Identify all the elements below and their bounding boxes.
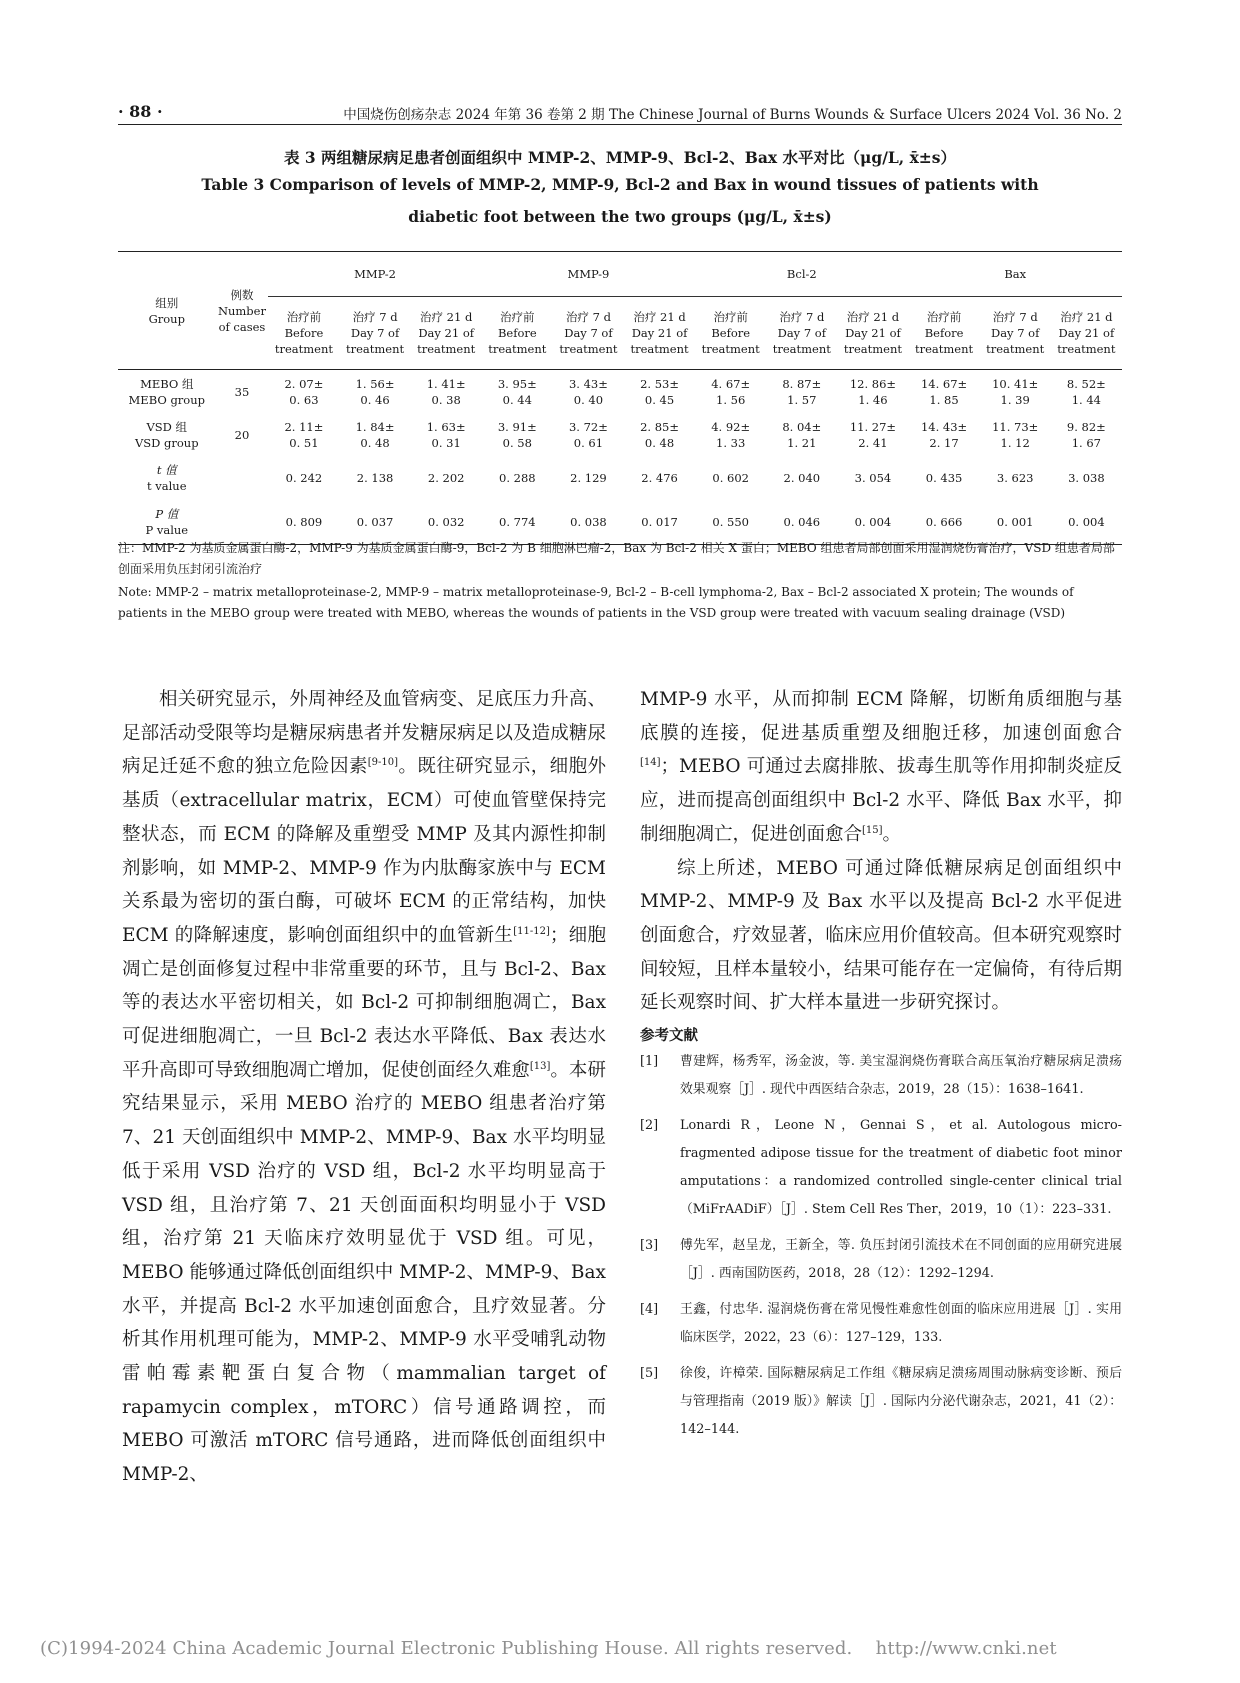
value-cell: 4. 92± 1. 33	[711, 419, 751, 450]
conclusion-paragraph: 综上所述，MEBO 可通过降低糖尿病足创面组织中 MMP-2、MMP-9 及 Bax 水平以及提高 Bcl-2 水平促进创面愈合，疗效显著，临床应用价值较高。但本研究观察时间较短，且样本量较小，结果可能存在一定偏倚，有待后期延长观察时间、扩大样本量进一步研究探讨。	[640, 857, 1122, 1014]
table-row	[118, 370, 1122, 414]
body-right-column	[640, 683, 1122, 1452]
stat-value-cell: 0. 017	[641, 515, 678, 529]
value-cell: 12. 86± 1. 46	[849, 376, 897, 407]
copyright-footer	[40, 1638, 1057, 1659]
running-header	[118, 102, 1122, 122]
table-note-cn: 注：MMP-2 为基质金属蛋白酶-2，MMP-9 为基质金属蛋白酶-9，Bcl-2 为 B 细胞淋巴瘤-2，Bax 为 Bcl-2 相关 X 蛋白；MEBO 组患者局部创面采用湿润烧伤膏治疗，VSD 组患者局部创面采用负压封闭引流治疗	[118, 541, 1115, 576]
stat-value-cell: 0. 435	[925, 471, 963, 485]
time-header-before: 治疗前 Before treatment	[701, 310, 760, 356]
stat-value-cell: 3. 623	[996, 471, 1034, 485]
value-cell: 2. 85± 0. 48	[640, 419, 680, 450]
cases-header: 例数 Number of cases	[216, 252, 269, 370]
stat-value-cell: 0. 001	[996, 515, 1034, 529]
time-header-before: 治疗前 Before treatment	[274, 310, 333, 356]
value-cell: 11. 73± 1. 12	[992, 419, 1039, 450]
stat-value-cell: 3. 054	[854, 471, 892, 485]
marker-header-mmp2: MMP-2	[268, 252, 481, 297]
value-cell: 2. 53± 0. 45	[640, 376, 680, 407]
reference-text: 傅先军，赵呈龙，王新全，等. 负压封闭引流技术在不同创面的应用研究进展［J］. 西南国防医药，2018，28（12）：1292–1294.	[680, 1238, 1122, 1282]
stat-value-cell: 0. 004	[854, 515, 892, 529]
reference-number: [2]	[640, 1118, 659, 1134]
stat-value-cell: 2. 129	[570, 471, 607, 485]
value-cell: 4. 67± 1. 56	[711, 376, 751, 407]
reference-text: 王鑫，付忠华. 湿润烧伤膏在常见慢性难愈性创面的临床应用进展［J］. 实用临床医学，2022，23（6）：127–129，133.	[680, 1302, 1122, 1346]
reference-item	[640, 1296, 1122, 1352]
cases-cell: 35	[234, 384, 250, 399]
time-header-d7: 治疗 7 d Day 7 of treatment	[559, 310, 618, 356]
value-cell: 2. 07± 0. 63	[284, 376, 324, 407]
reference-text: Lonardi R，Leone N，Gennai S，et al. Autologous micro-fragmented adipose tissue for the treatment of diabetic foot minor amputations：a randomized controlled single-center clinical trial（MiFrAADiF）［J］. Stem Cell Res Ther，2019，10（1）：223–331.	[680, 1118, 1122, 1218]
stat-value-cell: 0. 666	[925, 515, 963, 529]
stat-name-cell: t 值 t value	[147, 463, 187, 493]
reference-text: 曹建辉，杨秀军，汤金波，等. 美宝湿润烧伤膏联合高压氧治疗糖尿病足溃疡效果观察［J］. 现代中西医结合杂志，2019，28（15）：1638–1641.	[680, 1054, 1122, 1098]
time-header-d7: 治疗 7 d Day 7 of treatment	[986, 310, 1045, 356]
citation[interactable]: [14]	[640, 757, 661, 769]
citation[interactable]: [13]	[529, 1060, 551, 1072]
value-cell: 8. 04± 1. 21	[782, 419, 822, 450]
value-cell: 2. 11± 0. 51	[284, 419, 324, 450]
marker-header-mmp9: MMP-9	[482, 252, 695, 297]
time-header-d21: 治疗 21 d Day 21 of treatment	[1057, 310, 1116, 356]
value-cell: 11. 27± 2. 41	[849, 419, 897, 450]
value-cell: 10. 41± 1. 39	[992, 376, 1039, 407]
stat-value-cell: 2. 476	[641, 471, 678, 485]
body-left-column	[122, 683, 606, 1492]
table-row	[118, 413, 1122, 456]
stat-value-cell: 0. 037	[356, 515, 394, 529]
group-header: 组别 Group	[118, 252, 216, 370]
reference-item	[640, 1232, 1122, 1288]
reference-text: 徐俊，许樟荣. 国际糖尿病足工作组《糖尿病足溃疡周围动脉病变诊断、预后与管理指南（2019 版）》解读［J］. 国际内分泌代谢杂志，2021，41（2）：142–144.	[680, 1366, 1122, 1438]
group-name-cell: VSD 组 VSD group	[134, 419, 199, 450]
stat-value-cell: 0. 046	[783, 515, 821, 529]
stat-value-cell: 3. 038	[1068, 471, 1105, 485]
time-header-d21: 治疗 21 d Day 21 of treatment	[417, 310, 476, 356]
table-note-en: Note: MMP-2 – matrix metalloproteinase-2, MMP-9 – matrix metalloproteinase-9, Bcl-2 – B-cell lymphoma-2, Bax – Bcl-2 associated X protein; The wounds of patients in the MEBO group were treated with MEBO, whereas the wounds of patients in the VSD group were treated with vacuum sealing drainage (VSD)	[118, 585, 1074, 620]
value-cell: 9. 82± 1. 67	[1066, 419, 1106, 450]
value-cell: 14. 43± 2. 17	[920, 419, 968, 450]
time-header-d7: 治疗 7 d Day 7 of treatment	[345, 310, 405, 356]
marker-header-bax: Bax	[909, 252, 1123, 297]
time-header-d21: 治疗 21 d Day 21 of treatment	[630, 310, 689, 356]
empty-cell	[216, 456, 269, 500]
value-cell: 1. 41± 0. 38	[426, 376, 466, 407]
table-notes	[118, 538, 1122, 626]
cases-cell: 20	[234, 427, 250, 442]
stat-value-cell: 0. 242	[285, 471, 323, 485]
time-header-d21: 治疗 21 d Day 21 of treatment	[843, 310, 902, 356]
stat-value-cell: 0. 550	[712, 515, 749, 529]
marker-header-bcl2: Bcl-2	[695, 252, 908, 297]
value-cell: 8. 52± 1. 44	[1066, 376, 1106, 407]
citation[interactable]: [15]	[862, 824, 883, 836]
header-rule	[118, 124, 1122, 125]
table-title-en-1: Table 3 Comparison of levels of MMP-2, MMP-9, Bcl-2 and Bax in wound tissues of patients with	[201, 175, 1039, 194]
references-heading: 参考文献	[640, 1027, 698, 1045]
stat-value-cell: 0. 774	[499, 515, 536, 529]
value-cell: 1. 84± 0. 48	[355, 419, 395, 450]
cnki-link[interactable]: http://www.cnki.net	[875, 1638, 1057, 1659]
reference-number: [3]	[640, 1238, 659, 1254]
group-name-cell: MEBO 组 MEBO group	[128, 376, 205, 407]
comparison-table	[118, 251, 1122, 545]
stat-value-cell: 2. 040	[783, 471, 821, 485]
body-paragraph: MMP-9 水平，从而抑制 ECM 降解，切断角质细胞与基底膜的连接，促进基质重塑及细胞迁移，加速创面愈合[14]；MEBO 可通过去腐排脓、拔毒生肌等作用抑制炎症反应，进而提高创面组织中 Bcl-2 水平、降低 Bax 水平，抑制细胞凋亡，促进创面愈合[15]。	[640, 689, 1122, 845]
reference-number: [4]	[640, 1302, 659, 1318]
value-cell: 1. 63± 0. 31	[426, 419, 466, 450]
time-header-before: 治疗前 Before treatment	[914, 310, 974, 356]
reference-item	[640, 1112, 1122, 1224]
value-cell: 3. 72± 0. 61	[568, 419, 608, 450]
table-title-en-2: diabetic foot between the two groups (μg/L, x̄±s)	[408, 207, 832, 226]
value-cell: 1. 56± 0. 46	[355, 376, 395, 407]
citation[interactable]: [9-10]	[367, 757, 399, 769]
value-cell: 14. 67± 1. 85	[920, 376, 968, 407]
stat-value-cell: 0. 004	[1068, 515, 1105, 529]
stat-name-cell: P 值 P value	[145, 507, 189, 537]
time-header-d7: 治疗 7 d Day 7 of treatment	[772, 310, 831, 356]
value-cell: 8. 87± 1. 57	[782, 376, 822, 407]
stat-value-cell: 0. 288	[499, 471, 536, 485]
reference-number: [5]	[640, 1366, 659, 1382]
page-number: · 88 ·	[118, 102, 163, 121]
stat-value-cell: 0. 809	[285, 515, 323, 529]
table-title-cn: 表 3 两组糖尿病足患者创面组织中 MMP-2、MMP-9、Bcl-2、Bax 水平对比（μg/L, x̄±s）	[283, 148, 957, 167]
reference-item	[640, 1048, 1122, 1104]
copyright-text: (C)1994-2024 China Academic Journal Electronic Publishing House. All rights reserved.	[40, 1638, 853, 1659]
journal-title: 中国烧伤创疡杂志 2024 年第 36 卷第 2 期 The Chinese Journal of Burns Wounds & Surface Ulcers 2024 Vol. 36 No. 2	[343, 107, 1122, 123]
value-cell: 3. 43± 0. 40	[568, 376, 608, 407]
reference-number: [1]	[640, 1054, 659, 1070]
reference-list	[640, 1048, 1122, 1444]
citation[interactable]: [11-12]	[513, 925, 550, 937]
value-cell: 3. 91± 0. 58	[497, 419, 537, 450]
stat-value-cell: 2. 202	[427, 471, 465, 485]
time-header-before: 治疗前 Before treatment	[488, 310, 547, 356]
stat-value-cell: 0. 038	[570, 515, 607, 529]
stat-value-cell: 2. 138	[356, 471, 394, 485]
value-cell: 3. 95± 0. 44	[497, 376, 537, 407]
body-paragraph: 相关研究显示，外周神经及血管病变、足底压力升高、足部活动受限等均是糖尿病患者并发糖尿病足以及造成糖尿病足迁延不愈的独立危险因素[9-10]。既往研究显示，细胞外基质（extracellular matrix，ECM）可使血管壁保持完整状态，而 ECM 的降解及重塑受 MMP 及其内源性抑制剂影响，如 MMP-2、MMP-9 作为内肽酶家族中与 ECM 关系最为密切的蛋白酶，可破坏 ECM 的正常结构，加快 ECM 的降解速度，影响创面组织中的血管新生[11-12]；细胞凋亡是创面修复过程中非常重要的环节，且与 Bcl-2、Bax 等的表达水平密切相关，如 Bcl-2 可抑制细胞凋亡，Bax 可促进细胞凋亡，一旦 Bcl-2 表达水平降低、Bax 表达水平升高即可导致细胞凋亡增加，促使创面经久难愈[13]。本研究结果显示，采用 MEBO 治疗的 MEBO 组患者治疗第 7、21 天创面组织中 MMP-2、MMP-9、Bax 水平均明显低于采用 VSD 治疗的 VSD 组，Bcl-2 水平均明显高于 VSD 组，且治疗第 7、21 天创面面积均明显小于 VSD 组，治疗第 21 天临床疗效明显优于 VSD 组。可见，MEBO 能够通过降低创面组织中 MMP-2、MMP-9、Bax 水平，并提高 Bcl-2 水平加速创面愈合，且疗效显著。分析其作用机理可能为，MMP-2、MMP-9 水平受哺乳动物雷帕霉素靶蛋白复合物（mammalian target of rapamycin complex，mTORC）信号通路调控，而 MEBO 可激活 mTORC 信号通路，进而降低创面组织中 MMP-2、	[122, 689, 606, 1486]
stat-row	[118, 456, 1122, 500]
stat-value-cell: 0. 032	[427, 515, 465, 529]
reference-item	[640, 1360, 1122, 1444]
stat-value-cell: 0. 602	[712, 471, 749, 485]
